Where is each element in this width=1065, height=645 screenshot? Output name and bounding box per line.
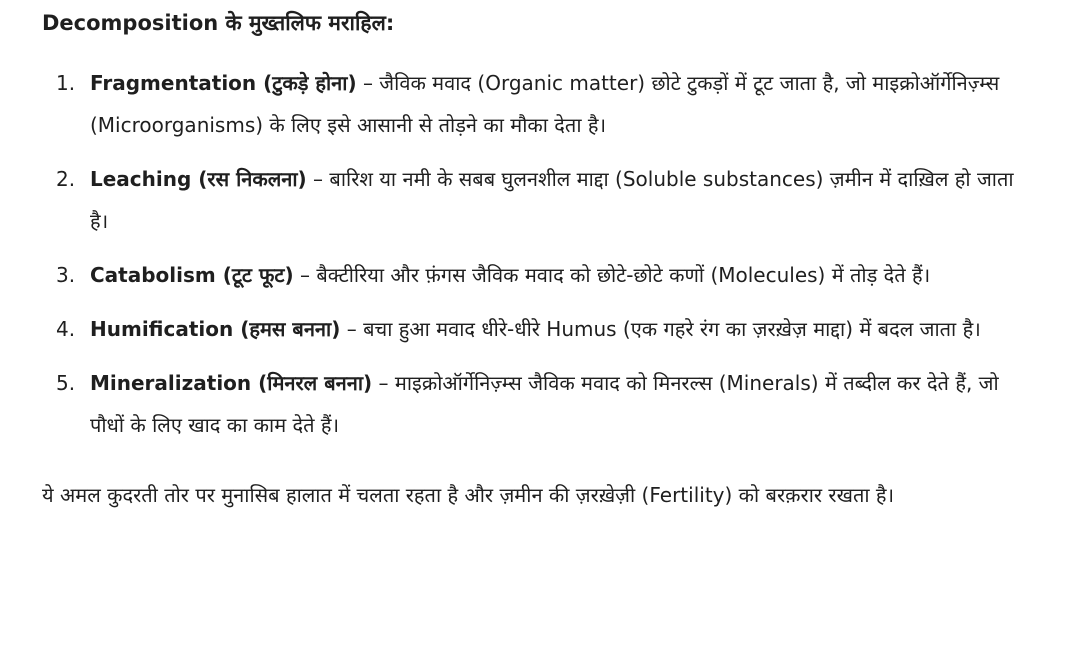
decomposition-steps-list (42, 62, 1025, 446)
list-item-number: 2. (56, 167, 76, 191)
step-term: Catabolism (टूट फूट) (90, 263, 294, 287)
step-term: Humification (हमस बनना) (90, 317, 341, 341)
step-description: – बारिश या नमी के सबब घुलनशील माद्दा (Soluble substances) ज़मीन में दाख़िल हो जाता है। (90, 167, 1014, 233)
list-item (42, 362, 1025, 446)
step-description: – जैविक मवाद (Organic matter) छोटे टुकड़ों में टूट जाता है, जो माइक्रोऑर्गेनिज़्म्स (Microorganisms) के लिए इसे आसानी से तोड़ने का मौका देता है। (90, 71, 1000, 137)
step-term: Fragmentation (टुकड़े होना) (90, 71, 357, 95)
conclusion-paragraph: ये अमल कुदरती तोर पर मुनासिब हालात में चलता रहता है और ज़मीन की ज़रख़ेज़ी (Fertility) को बरक़रार रखता है। (42, 483, 895, 507)
list-item (42, 254, 1025, 296)
list-item-number: 3. (56, 263, 76, 287)
step-term: Leaching (रस निकलना) (90, 167, 307, 191)
list-item-number: 5. (56, 371, 76, 395)
step-term: Mineralization (मिनरल बनना) (90, 371, 373, 395)
list-item (42, 62, 1025, 146)
step-description: – बैक्टीरिया और फ़ंगस जैविक मवाद को छोटे-छोटे कणों (Molecules) में तोड़ देते हैं। (293, 263, 931, 287)
section-heading: Decomposition के मुख्तलिफ मराहिल: (42, 11, 395, 35)
step-description: – बचा हुआ मवाद धीरे-धीरे Humus (एक गहरे रंग का ज़रख़ेज़ माद्दा) में बदल जाता है। (340, 317, 981, 341)
list-item (42, 308, 1025, 350)
list-item-number: 4. (56, 317, 76, 341)
list-item-number: 1. (56, 71, 76, 95)
step-description: – माइक्रोऑर्गेनिज़्म्स जैविक मवाद को मिनरल्स (Minerals) में तब्दील कर देते हैं, जो पौधों के लिए खाद का काम देते हैं। (90, 371, 999, 437)
list-item (42, 158, 1025, 242)
